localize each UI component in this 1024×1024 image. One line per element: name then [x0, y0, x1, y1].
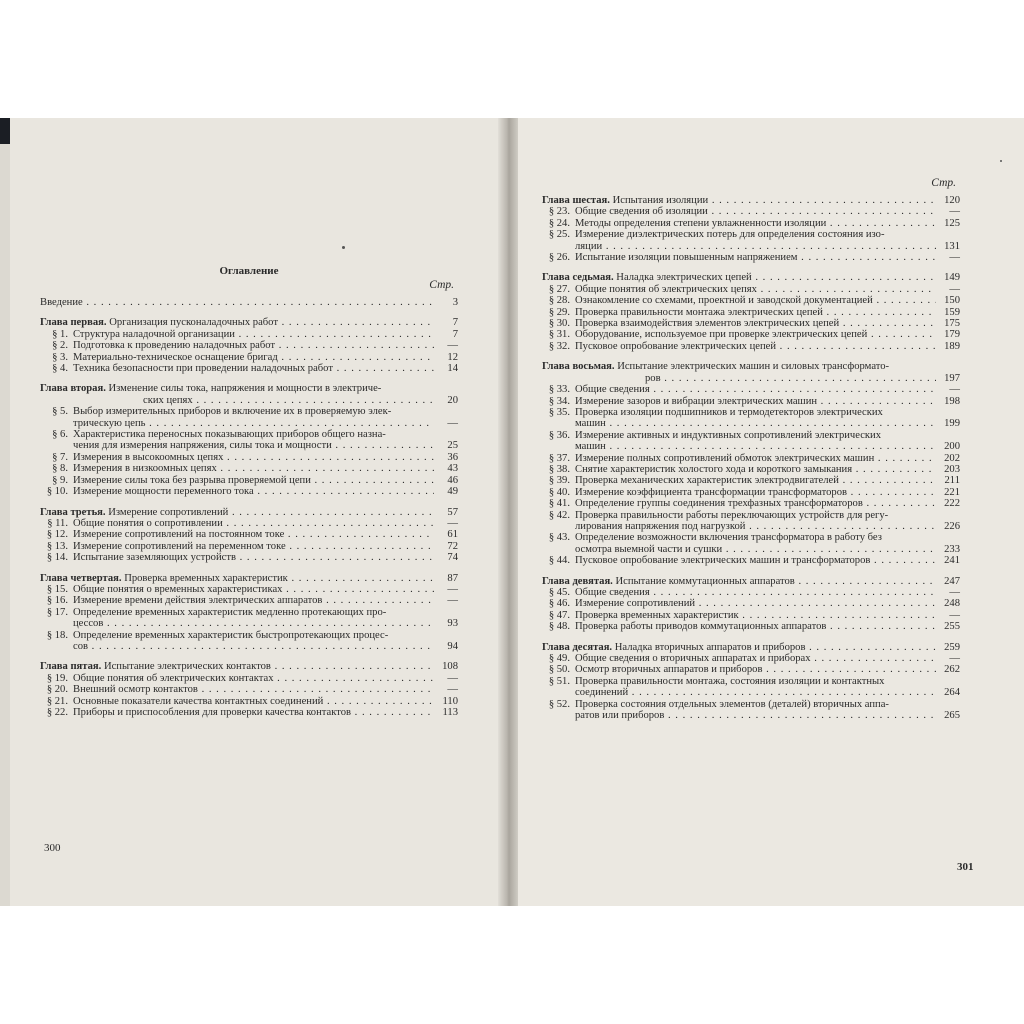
section-number: § 42. — [548, 509, 570, 521]
toc-section-entry — [40, 607, 458, 618]
page-ref: 72 — [447, 540, 458, 552]
toc-section-entry — [40, 352, 458, 363]
section-number: § 49. — [548, 653, 570, 665]
entry-title-continuation: чения для измерения напряжения, силы тока и мощности — [73, 440, 332, 452]
chapter-title: Испытание коммутационных аппаратов — [615, 575, 795, 587]
toc-chapter-entry — [40, 573, 458, 584]
entry-title-continuation: ров — [645, 372, 661, 384]
entry-title-continuation: трическую цепь — [73, 417, 146, 429]
section-number: § 43. — [548, 532, 570, 544]
section-title: Измерение диэлектрических потерь для определения состояния изо- — [575, 229, 885, 241]
section-number: § 26. — [548, 252, 570, 264]
section-number: § 39. — [548, 475, 570, 487]
entry-title-continuation: цессов — [73, 618, 104, 630]
section-title: Выбор измерительных приборов и включение их в проверяемую элек- — [73, 406, 392, 418]
page-ref: 61 — [447, 529, 458, 541]
toc-section-entry — [40, 541, 458, 552]
toc-chapter-entry — [542, 361, 960, 372]
section-number: § 46. — [548, 598, 570, 610]
section-number: § 3. — [52, 351, 68, 363]
section-title: Характеристика переносных показывающих приборов общего назна- — [73, 429, 386, 441]
section-number: § 4. — [52, 363, 68, 375]
section-number: § 1. — [52, 328, 68, 340]
page-ref: 159 — [944, 306, 960, 318]
page-ref: 12 — [447, 351, 458, 363]
section-title: Измерение активных и индуктивных сопротивлений электрических — [575, 429, 882, 441]
toc-chapter-entry — [40, 507, 458, 518]
section-title: Измерение коэффициента трансформации трансформаторов — [575, 486, 847, 498]
page-ref: 203 — [944, 463, 960, 475]
section-number: § 18. — [46, 629, 68, 641]
toc-entry-continuation — [542, 521, 960, 532]
section-title: Ознакомление со схемами, проектной и заводской документацией — [575, 295, 873, 307]
toc-section-entry — [542, 621, 960, 632]
page-ref: — — [447, 672, 458, 684]
page-ref: 200 — [944, 441, 960, 453]
page-ref: 179 — [944, 329, 960, 341]
toc-section-entry — [40, 584, 458, 595]
page-ref: 113 — [442, 707, 458, 718]
section-number: § 29. — [548, 306, 570, 318]
section-number: § 31. — [548, 329, 570, 341]
page-ref: 3 — [452, 297, 458, 308]
toc-entry-continuation — [542, 687, 960, 698]
section-number: § 44. — [548, 555, 570, 567]
chapter-label: Глава седьмая. — [542, 272, 614, 284]
toc-section-entry — [542, 206, 960, 217]
toc-section-entry — [40, 630, 458, 641]
chapter-title: Испытание электрических машин и силовых трансформато- — [617, 361, 890, 373]
left-toc-column — [40, 264, 458, 718]
page-ref: 189 — [944, 340, 960, 352]
section-title: Измерение сопротивлений на постоянном токе — [73, 529, 285, 541]
toc-section-entry — [542, 430, 960, 441]
page-ref: 255 — [944, 621, 960, 633]
chapter-label: Глава первая. — [40, 317, 107, 329]
section-title: Определение временных характеристик медленно протекающих про- — [73, 606, 387, 618]
section-number: § 28. — [548, 295, 570, 307]
toc-entry-continuation — [40, 440, 458, 451]
section-number: § 6. — [52, 429, 68, 441]
section-title: Подготовка к проведению наладочных работ — [73, 340, 276, 352]
chapter-title: Наладка вторичных аппаратов и приборов — [614, 641, 806, 653]
toc-section-entry — [542, 510, 960, 521]
toc-entry-continuation — [40, 418, 458, 429]
section-title: Измерение мощности переменного тока — [73, 486, 254, 498]
section-title: Приборы и приспособления для проверки качества контактов — [73, 707, 352, 718]
section-number: § 2. — [52, 340, 68, 352]
toc-section-entry — [542, 384, 960, 395]
book-gutter — [498, 118, 518, 906]
chapter-label: Глава шестая. — [542, 195, 610, 206]
page-ref: 264 — [944, 687, 960, 699]
toc-section-entry — [542, 453, 960, 464]
page-ref: 125 — [944, 217, 960, 229]
toc-section-entry — [542, 598, 960, 609]
section-number: § 37. — [548, 452, 570, 464]
toc-section-entry — [542, 341, 960, 352]
toc-section-entry — [542, 329, 960, 340]
chapter-title: Организация пусконаладочных работ — [109, 317, 278, 329]
section-number: § 41. — [548, 498, 570, 510]
section-title: Пусковое опробование электрических цепей — [575, 340, 777, 352]
section-title: Пусковое опробование электрических машин и трансформаторов — [575, 555, 871, 567]
chapter-label: Глава восьмая. — [542, 361, 615, 373]
page-ref: 221 — [944, 486, 960, 498]
page-ref: 94 — [447, 640, 458, 652]
section-title: Оборудование, используемое при проверке электрических цепей — [575, 329, 868, 341]
chapter-title: Проверка временных характеристик — [124, 572, 288, 584]
page-ref: 108 — [442, 661, 458, 673]
section-number: § 16. — [46, 595, 68, 607]
page-ref: 222 — [944, 498, 960, 510]
page-ref: 20 — [447, 394, 458, 406]
entry-title-continuation: машин — [575, 441, 606, 453]
section-title: Определение группы соединения трехфазных трансформаторов — [575, 498, 863, 510]
chapter-label: Глава третья. — [40, 506, 106, 518]
page-ref: 49 — [447, 486, 458, 498]
page-ref: — — [447, 595, 458, 607]
page-ref: 175 — [944, 318, 960, 330]
page-column-label: Стр. — [429, 279, 454, 291]
toc-intro-entry — [40, 297, 458, 308]
toc-chapter-entry — [542, 195, 960, 206]
page-ref: — — [949, 252, 960, 264]
section-number: § 9. — [52, 474, 68, 486]
section-title: Проверка правильности монтажа, состояния изоляции и контактных — [575, 675, 885, 687]
toc-section-entry — [542, 653, 960, 664]
toc-section-entry — [40, 475, 458, 486]
page-ref: 7 — [452, 328, 458, 340]
section-title: Измерение времени действия электрических аппаратов — [73, 595, 323, 607]
toc-section-entry — [40, 452, 458, 463]
chapter-title: Изменение силы тока, напряжения и мощности в электриче- — [108, 383, 382, 395]
toc-section-entry — [542, 252, 960, 263]
section-title: Общие сведения о вторичных аппаратах и приборах — [575, 653, 811, 665]
section-number: § 24. — [548, 217, 570, 229]
page-ref: 262 — [944, 664, 960, 676]
toc-entry-continuation — [40, 618, 458, 629]
section-title: Проверка механических характеристик электродвигателей — [575, 475, 839, 487]
section-title: Испытание заземляющих устройств — [73, 552, 236, 564]
toc-section-entry — [542, 555, 960, 566]
page-ref: — — [949, 587, 960, 598]
toc-section-entry — [40, 595, 458, 606]
page-ref: 120 — [944, 195, 960, 206]
toc-chapter-entry — [542, 576, 960, 587]
chapter-label: Глава десятая. — [542, 641, 613, 653]
page-ref: 25 — [447, 440, 458, 452]
section-title: Снятие характеристик холостого хода и короткого замыкания — [575, 463, 853, 475]
print-speck — [342, 246, 345, 249]
toc-section-entry — [542, 498, 960, 509]
page-ref: — — [447, 517, 458, 529]
page-ref: 74 — [447, 552, 458, 564]
page-ref: 110 — [442, 695, 458, 707]
toc-section-entry — [542, 587, 960, 598]
entry-title-continuation: ратов или приборов — [575, 710, 665, 722]
toc-section-entry — [542, 532, 960, 543]
toc-section-entry — [542, 407, 960, 418]
section-number: § 21. — [46, 695, 68, 707]
section-number: § 12. — [46, 529, 68, 541]
toc-section-entry — [40, 329, 458, 340]
section-title: Проверка правильности монтажа электрических цепей — [575, 306, 823, 318]
page-ref: 43 — [447, 463, 458, 475]
section-title: Измерения в низкоомных цепях — [73, 463, 217, 475]
toc-section-entry — [542, 676, 960, 687]
toc-section-entry — [40, 429, 458, 440]
page-ref: 14 — [447, 363, 458, 375]
section-title: Техника безопасности при проведении наладочных работ — [73, 363, 333, 375]
section-title: Общие понятия об электрических цепях — [575, 283, 757, 295]
section-title: Проверка временных характеристик — [575, 609, 739, 621]
toc-section-entry — [40, 673, 458, 684]
section-title: Измерение полных сопротивлений обмоток электрических машин — [575, 452, 875, 464]
section-number: § 50. — [548, 664, 570, 676]
toc-entry-continuation — [542, 544, 960, 555]
page-ref: 199 — [944, 418, 960, 430]
chapter-label: Глава вторая. — [40, 383, 106, 395]
section-title: Общие сведения об изоляции — [575, 206, 708, 218]
toc-section-entry — [542, 487, 960, 498]
toc-section-entry — [542, 475, 960, 486]
section-number: § 30. — [548, 318, 570, 330]
section-number: § 34. — [548, 395, 570, 407]
section-title: Материально-техническое оснащение бригад — [73, 351, 278, 363]
entry-title-continuation: ляции — [575, 240, 603, 252]
page-ref: — — [949, 283, 960, 295]
section-title: Структура наладочной организации — [73, 328, 235, 340]
print-speck — [1000, 160, 1002, 162]
page-ref: — — [949, 206, 960, 218]
page-ref: — — [949, 609, 960, 621]
section-number: § 36. — [548, 429, 570, 441]
section-title: Общие сведения — [575, 384, 650, 396]
section-number: § 25. — [548, 229, 570, 241]
toc-section-entry — [542, 318, 960, 329]
toc-section-entry — [542, 664, 960, 675]
entry-title-continuation: соединений — [575, 687, 629, 699]
section-number: § 7. — [52, 451, 68, 463]
section-title: Проверка правильности работы переключающих устройств для регу- — [575, 509, 889, 521]
toc-section-entry — [542, 464, 960, 475]
toc-section-entry — [542, 284, 960, 295]
toc-chapter-entry — [542, 272, 960, 283]
toc-chapter-entry — [542, 642, 960, 653]
section-number: § 51. — [548, 675, 570, 687]
section-title: Измерение зазоров и вибрации электрических машин — [575, 395, 818, 407]
section-title: Определение временных характеристик быстропротекающих процес- — [73, 629, 389, 641]
chapter-label: Глава девятая. — [542, 575, 613, 587]
section-title: Общие понятия о временных характеристиках — [73, 583, 283, 595]
toc-section-entry — [40, 463, 458, 474]
section-number: § 38. — [548, 463, 570, 475]
page-ref: — — [447, 340, 458, 352]
toc-entry-continuation — [542, 373, 960, 384]
toc-section-entry — [40, 340, 458, 351]
toc-chapter-entry — [40, 383, 458, 394]
page-ref: 36 — [447, 451, 458, 463]
page-ref: 241 — [944, 555, 960, 567]
toc-entry-continuation — [40, 641, 458, 652]
toc-section-entry — [542, 699, 960, 710]
toc-section-entry — [542, 229, 960, 240]
toc-section-entry — [40, 552, 458, 563]
toc-section-entry — [40, 684, 458, 695]
toc-section-entry — [40, 529, 458, 540]
section-title: Осмотр вторичных аппаратов и приборов — [575, 664, 763, 676]
toc-title: Оглавление — [219, 265, 279, 277]
section-title: Измерение сопротивлений — [575, 598, 696, 610]
toc-section-entry — [40, 363, 458, 374]
section-number: § 22. — [46, 707, 68, 718]
page-column-label: Стр. — [931, 177, 956, 189]
section-number: § 47. — [548, 609, 570, 621]
section-title: Проверка работы приводов коммутационных аппаратов — [575, 621, 827, 633]
section-number: § 40. — [548, 486, 570, 498]
entry-title-continuation: сов — [73, 640, 89, 652]
page-ref: 150 — [944, 295, 960, 307]
page-ref: 57 — [447, 506, 458, 518]
toc-entry-continuation — [542, 710, 960, 721]
section-number: § 13. — [46, 540, 68, 552]
chapter-label: Глава пятая. — [40, 661, 102, 673]
toc-section-entry — [40, 707, 458, 718]
section-number: § 32. — [548, 340, 570, 352]
section-title: Проверка взаимодействия элементов электрических цепей — [575, 318, 840, 330]
toc-section-entry — [40, 696, 458, 707]
section-number: § 45. — [548, 587, 570, 598]
page-ref: 233 — [944, 543, 960, 555]
chapter-title: Наладка электрических цепей — [616, 272, 752, 284]
page-ref: — — [447, 417, 458, 429]
page-number-right: 301 — [957, 861, 974, 873]
section-number: § 20. — [46, 684, 68, 696]
chapter-title: Измерение сопротивлений — [108, 506, 229, 518]
chapter-title: Испытание электрических контактов — [103, 661, 271, 673]
toc-section-entry — [542, 396, 960, 407]
section-number: § 48. — [548, 621, 570, 633]
section-number: § 23. — [548, 206, 570, 218]
section-number: § 19. — [46, 672, 68, 684]
right-toc-column — [542, 176, 960, 721]
page-ref: 87 — [447, 572, 458, 584]
page-ref: 93 — [447, 618, 458, 630]
entry-title-continuation: лирования напряжения под нагрузкой — [575, 520, 746, 532]
section-number: § 5. — [52, 406, 68, 418]
toc-section-entry — [542, 218, 960, 229]
page-ref: 131 — [944, 240, 960, 252]
page-ref: 248 — [944, 598, 960, 610]
section-title: Испытание изоляции повышенным напряжением — [575, 252, 798, 264]
section-title: Общие понятия об электрических контактах — [73, 672, 274, 684]
page-number-left: 300 — [44, 842, 61, 854]
section-number: § 27. — [548, 283, 570, 295]
section-title: Основные показатели качества контактных соединений — [73, 695, 324, 707]
toc-chapter-entry — [40, 317, 458, 328]
toc-section-entry — [542, 610, 960, 621]
page-ref: 46 — [447, 474, 458, 486]
section-title: Проверка изоляции подшипников и термодетекторов электрических — [575, 406, 883, 418]
section-number: § 14. — [46, 552, 68, 564]
section-title: Измерение силы тока без разрыва проверяемой цепи — [73, 474, 311, 486]
intro-title: Введение — [40, 297, 83, 308]
chapter-label: Глава четвертая. — [40, 572, 122, 584]
section-title: Определение возможности включения трансформатора в работу без — [575, 532, 882, 544]
section-title: Общие понятия о сопротивлении — [73, 517, 223, 529]
section-title: Внешний осмотр контактов — [73, 684, 198, 696]
toc-section-entry — [40, 406, 458, 417]
page-ref: 197 — [944, 372, 960, 384]
toc-section-entry — [542, 295, 960, 306]
entry-title-continuation: осмотра выемной части и сушки — [575, 543, 723, 555]
section-number: § 17. — [46, 606, 68, 618]
entry-title-continuation: ских цепях — [143, 394, 193, 406]
section-title: Методы определения степени увлажненности изоляции — [575, 217, 827, 229]
page-ref: 247 — [944, 575, 960, 587]
toc-entry-continuation — [542, 441, 960, 452]
chapter-title: Испытания изоляции — [612, 195, 709, 206]
section-title: Проверка состояния отдельных элементов (деталей) вторичных аппа- — [575, 698, 889, 710]
page-ref: — — [447, 583, 458, 595]
section-title: Измерения в высокоомных цепях — [73, 451, 224, 463]
section-number: § 8. — [52, 463, 68, 475]
toc-entry-continuation — [40, 395, 458, 406]
page-ref: 198 — [944, 395, 960, 407]
section-title: Измерение сопротивлений на переменном токе — [73, 540, 286, 552]
entry-title-continuation: машин — [575, 418, 606, 430]
section-number: § 15. — [46, 583, 68, 595]
page-ref: 259 — [944, 641, 960, 653]
section-number: § 10. — [46, 486, 68, 498]
toc-entry-continuation — [542, 241, 960, 252]
toc-chapter-entry — [40, 661, 458, 672]
section-number: § 33. — [548, 384, 570, 396]
section-number: § 35. — [548, 406, 570, 418]
page-ref: 202 — [944, 452, 960, 464]
page-ref: — — [949, 653, 960, 665]
toc-section-entry — [40, 486, 458, 497]
page-ref: 226 — [944, 520, 960, 532]
page-ref: 7 — [452, 317, 458, 329]
toc-section-entry — [40, 518, 458, 529]
page-ref: 149 — [944, 272, 960, 284]
toc-section-entry — [542, 307, 960, 318]
toc-entry-continuation — [542, 418, 960, 429]
section-title: Общие сведения — [575, 587, 650, 598]
section-number: § 11. — [47, 517, 68, 529]
page-ref: 265 — [944, 710, 960, 722]
page-ref: — — [949, 384, 960, 396]
page-ref: — — [447, 684, 458, 696]
page-ref: 211 — [944, 475, 960, 487]
section-number: § 52. — [548, 698, 570, 710]
